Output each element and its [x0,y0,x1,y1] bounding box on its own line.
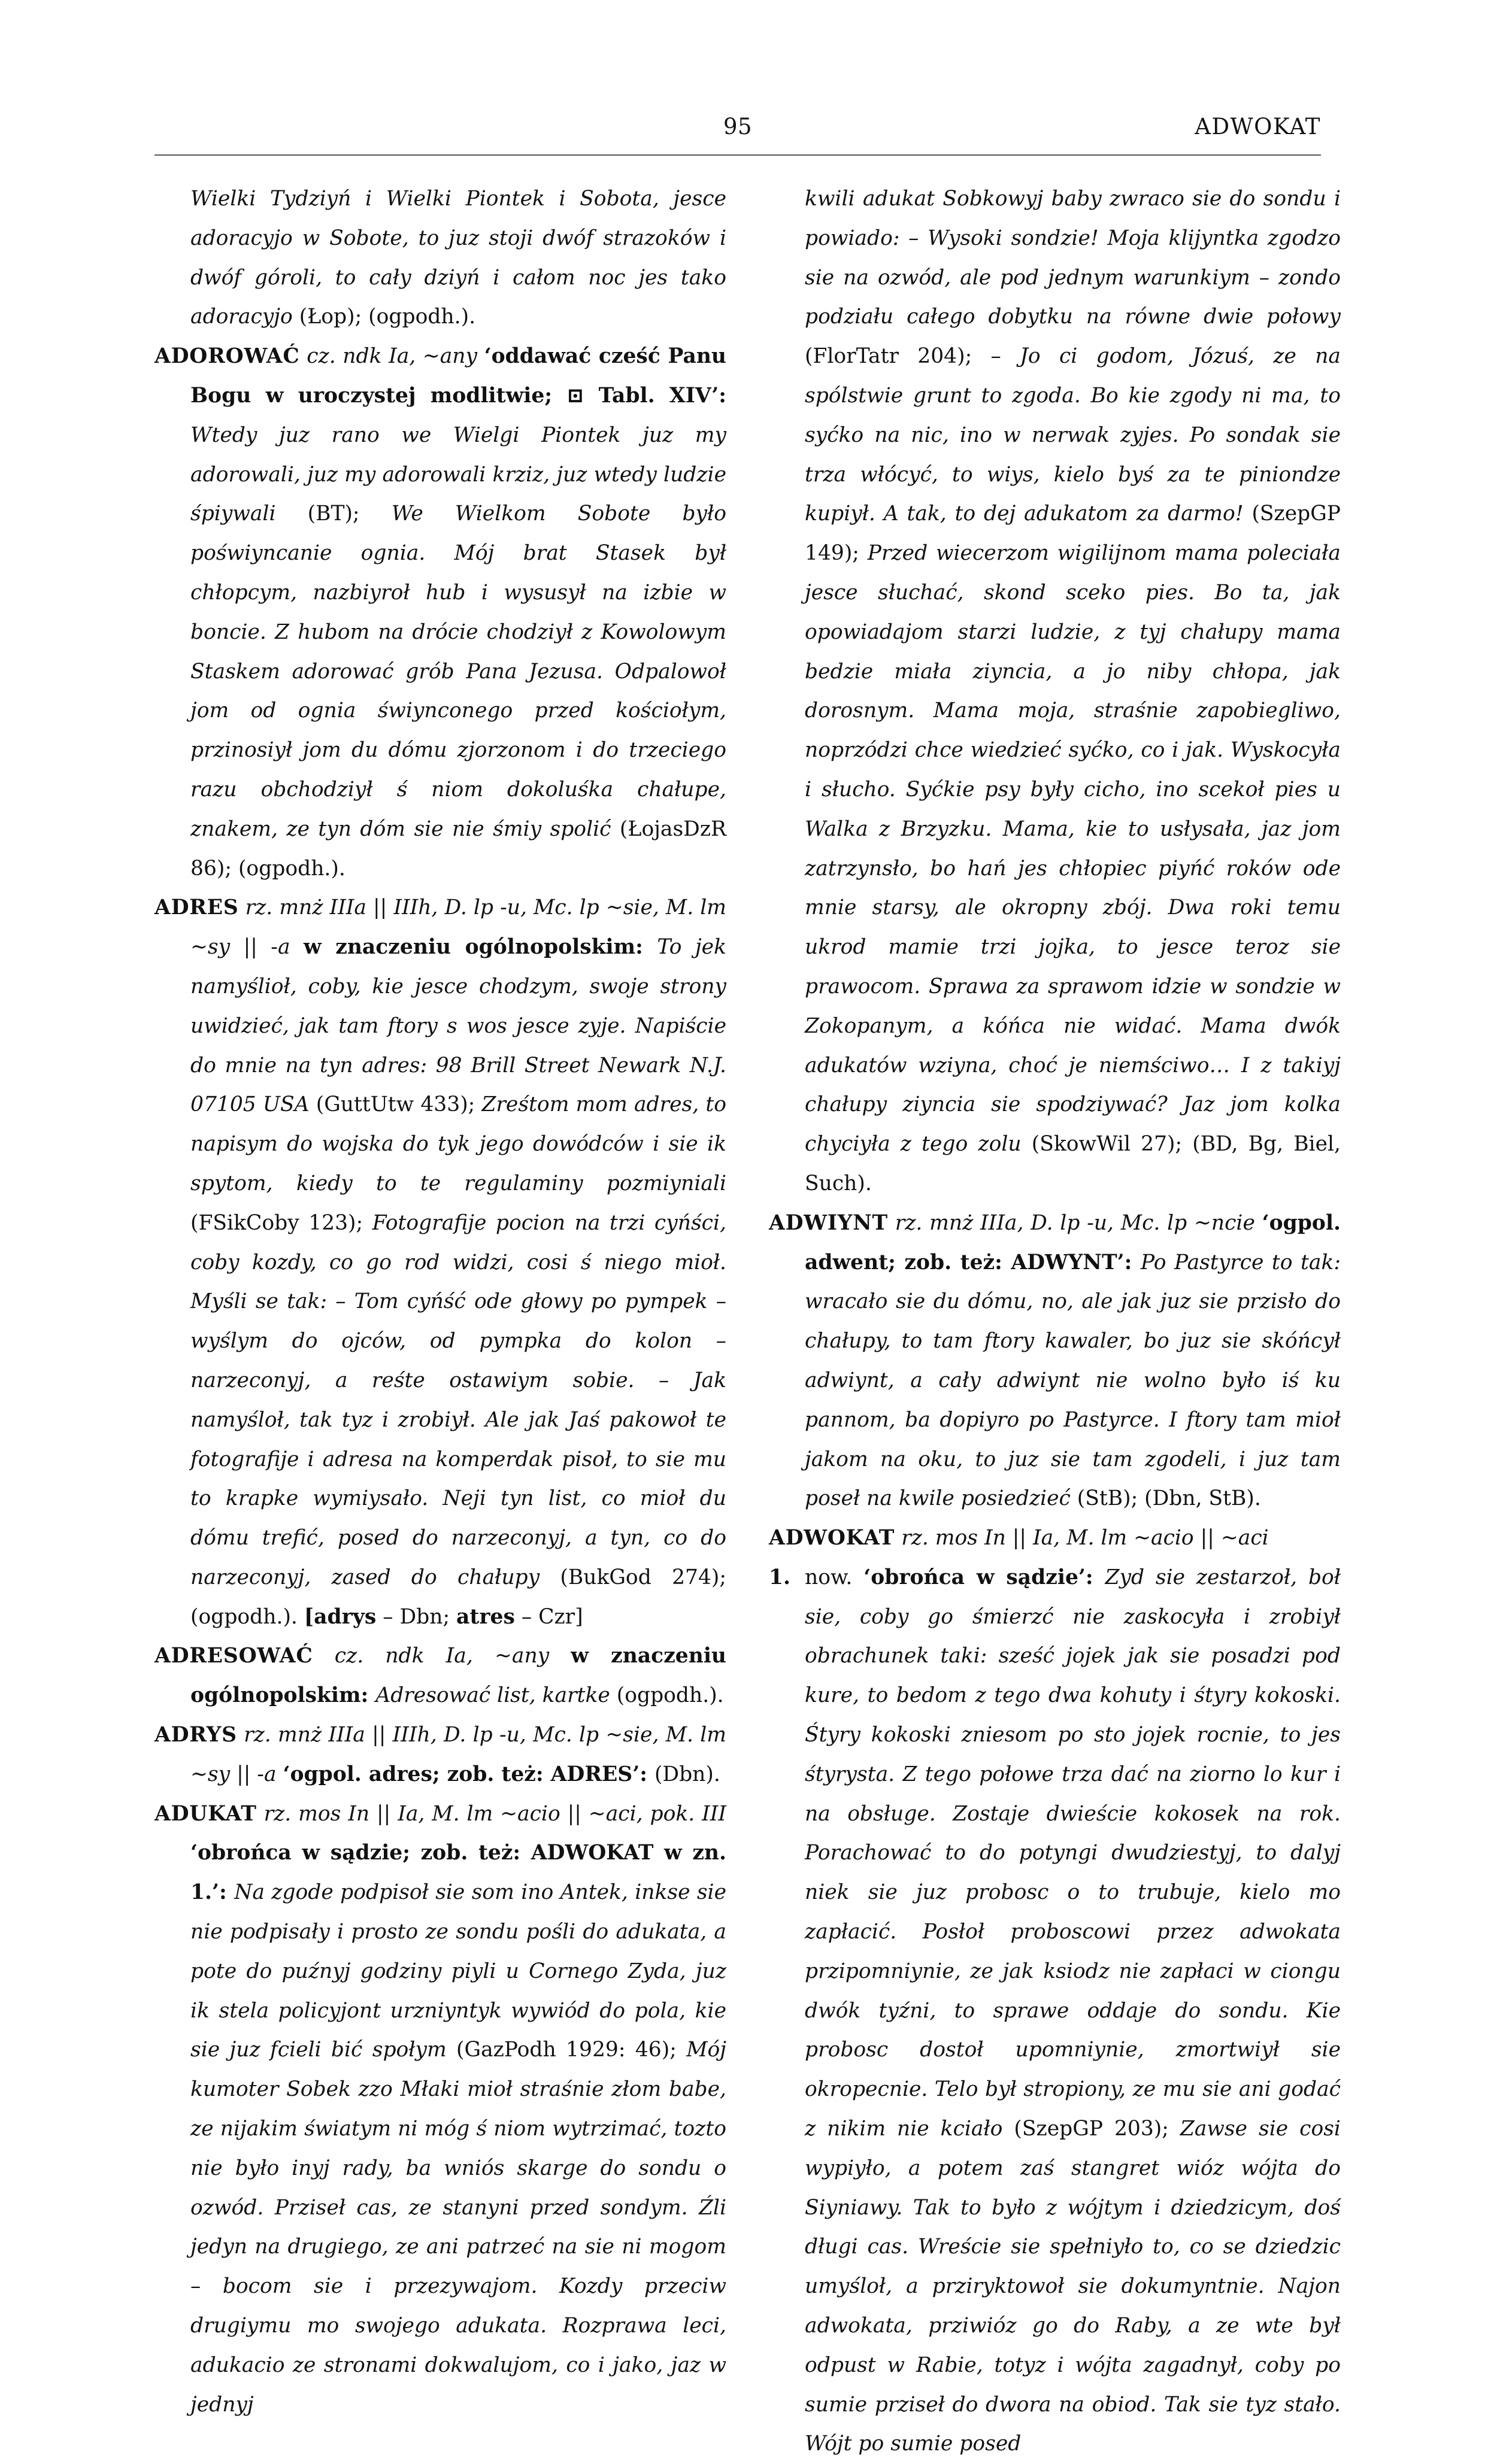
source-citation: (StB); (Dbn, StB). [1070,1486,1261,1511]
sense-label: now. [805,1565,864,1589]
page-number: 95 [723,114,753,139]
example-quote: Zyd sie zestarzoł, boł sie, coby go śmierzć nie zaskocyła i zrobiył obrachunek taki: sześć jojek jak sie posadzi pod kure, to bedom z tego dwa kohuty i śtyry kokoski. Śtyry kokoski zniesom po sto jojek rocnie, to jes śtyrysta. Z tego połowe trza dać na ziorno lo kur i na obsługe. Zostaje dwieście kokosek na rok. Porachować to do potyngi dwudziestyj, to dalyj niek sie juz probosc o to trubuje, kielo mo zapłacić. Posłoł proboscowi przez adwokata przipomniynie, ze jak ksiodz nie zapłaci w ciongu dwók tyźni, to sprawe oddaje do sondu. Kie probosc dostoł upomniynie, zmortwiył sie okropecnie. Telo był stropiony, ze mu sie ani godać z nikim nie kciało [805,1565,1341,2141]
entry-headword: ADUKAT [154,1801,257,1826]
entry-headword: ADWIYNT [769,1210,889,1235]
variant-form: [ [304,1604,314,1629]
example-quote: Wtedy juz rano we Wielgi Piontek juz my adorowali, juz my adorowali krziz, juz wtedy ludzie śpiywali [190,423,726,526]
source-citation: (ogpodh.). [610,1683,724,1708]
source-citation: – Dbn; [376,1604,457,1629]
entry-definition: w znaczeniu ogólnopolskim: [190,1644,727,1708]
sense-number: 1. [769,1565,791,1589]
entry-headword: ADRES [154,896,239,920]
left-column [154,180,726,2424]
entry-headword: ADRESOWAĆ [154,1644,313,1668]
entry-definition: ‘ogpol. adres; zob. też: ADRES’: [283,1762,654,1786]
right-column [769,180,1341,2464]
source-citation: (SkowWil 27); (BD, Bg, Biel, Such). [805,1132,1341,1195]
source-citation: (Łop); (ogpodh.). [292,305,476,329]
entry-headword: ADWOKAT [769,1526,895,1550]
entry-definition: ‘ogpol. adwent; zob. też: ADWYNT’: [805,1210,1341,1275]
source-citation: (BT); [275,502,392,526]
entry-grammar: cz. ndk Ia, ~any [307,344,484,369]
example-quote: Wielki Tydziyń i Wielki Piontek i Sobota, jesce adoracyjo w Sobote, to juz stoji dwóf strazoków i dwóf góroli, to cały dziyń i całom noc jes tako adoracyjo [190,187,726,329]
entry-grammar: rz. mnż IIIa, D. lp -u, Mc. lp ~ncie [895,1210,1262,1235]
example-quote: To jek namyślioł, coby, kie jesce chodzym, swoje strony uwidzieć, jak tam ftory s wos jesce zyje. Napiście do mnie na tyn adres: 98 Brill Street Newark N.J. 07105 USA [190,935,726,1117]
example-quote: We Wielkom Sobote było poświyncanie ognia. Mój brat Stasek był chłopcym, nazbiyroł hub i wysusył na izbie w boncie. Z hubom na drócie chodziył z Kowolowym Staskem adorować grób Pana Jezusa. Odpalowoł jom od ognia świynconego przed kościołym, przinosiył jom du dómu zjorzonom i do trzeciego razu obchodziył ś niom dokoluśka chałupe, znakem, ze tyn dóm sie nie śmiy spolić [190,502,726,841]
source-citation: (Dbn). [654,1762,720,1786]
source-citation: (ŁojasDzR 86); (ogpodh.). [190,817,726,881]
example-quote: Fotografije pocion na trzi cyńści, coby kozdy, co go rod widzi, cosi ś niego mioł. Myśli se tak: – Tom cyńść ode głowy po pympek – wyślym do ojców, od pympka do kolon – narzeconyj, a reśte ostawiym sobie. – Jak namyśloł, tak tyz i zrobiył. Ale jak Jaś pakowoł te fotografije i adresa na komperdak pisoł, to sie mu to krapke wymiysało. Neji tyn list, co mioł du dómu trefić, posed do narzeconyj, a tyn, co do narzeconyj, zased do chałupy [190,1210,726,1589]
example-quote: Na zgode podpisoł sie som ino Antek, inkse sie nie podpisały i prosto ze sondu pośli do adukata, a pote do puźnyj godziny piyli u Cornego Zyda, juz ik stela policyjont urzniyntyk wywiód do pola, kie sie juz fcieli bić społym [190,1880,726,2062]
dictionary-entry [154,888,726,1637]
dictionary-entry [154,1795,726,2425]
entry-headword: ADRYS [154,1723,237,1747]
entry-grammar: rz. mnż IIIa || IIIh, D. lp -u, Mc. lp ~sie, M. lm ~sy || -a [190,896,726,960]
source-citation: (SzepGP 149); [805,502,1341,566]
entry-grammar: rz. mnż IIIa || IIIh, D. lp -u, Mc. lp ~sie, M. lm ~sy || -a [190,1723,727,1786]
continued-entry [154,180,726,337]
source-citation: – Czr] [514,1604,583,1629]
source-citation: (FlorTatr 204); – [805,344,1020,369]
running-head: ADWOKAT [1195,114,1321,139]
sense-definition: ‘obrońca w sądzie’: [863,1565,1105,1589]
entry-grammar: cz. ndk Ia, ~any [334,1644,571,1668]
source-citation: (GazPodh 1929: 46); [446,2038,687,2062]
page-header [154,107,1321,156]
entry-grammar: rz. mos In || Ia, M. lm ~acio || ~aci, pok. III [263,1801,727,1826]
entry-grammar: rz. mos In || Ia, M. lm ~acio || ~aci [901,1526,1269,1550]
entry-definition: w znaczeniu ogólnopolskim: [304,935,657,960]
dictionary-entry [154,337,726,888]
example-quote: Jo ci godom, Józuś, ze na spólstwie grunt to zgoda. Bo kie zgody ni ma, to syćko na nic, ino w nerwak zyjes. Po sondak sie trza włócyć, to wiys, kielo byś za te piniondze kupiył. A tak, to dej adukatom za darmo! [805,344,1341,526]
entry-definition: ‘oddawać cześć Panu Bogu w uroczystej modlitwie; ⊡ Tabl. XIV’: [190,344,727,408]
dictionary-entry [769,1204,1341,1519]
example-quote: Adresować list, kartke [375,1683,610,1708]
variant-form: adrys [314,1604,377,1629]
dictionary-entry [154,1637,726,1716]
example-quote: Zawse sie cosi wypiyło, a potem zaś stangret wióz wójta do Siyniawy. Tak to było z wójtym i dziedzicym, doś długi cas. Wreście sie spełniyło to, co se dziedzic umyśloł, a prziryktowoł sie dokumyntnie. Najon adwokata, prziwióz go do Raby, a ze wte był odpust w Rabie, totyz i wójta zagadnył, coby po sumie przisеł do dwora na obiod. Tak sie tyz stało. Wójt po sumie posed [805,2117,1341,2456]
variant-form: atres [456,1604,515,1629]
continued-entry [769,180,1341,1204]
entry-definition: ‘obrońca w sądzie; zob. też: ADWOKAT w zn. 1.’: [190,1841,726,1905]
example-quote: kwili adukat Sobkowyj baby zwraco sie do sondu i powiado: – Wysoki sondzie! Moja klijyntka zgodzo sie na ozwód, ale pod jednym warunkiym – zondo podziału całego dobytku na równe dwie połowy [805,187,1341,329]
example-quote: Mój kumoter Sobek zzo Młaki mioł straśnie złom babe, ze nijakim światym ni móg ś niom wytrzimać, tozto nie było inyj rady, ba wniós skarge do sondu o ozwód. Przisеł cas, ze stanyni przed sondym. Źli jedyn na drugiego, ze ani patrzeć na sie ni mogom – bocom sie i przezywajom. Kozdy przeciw drugiymu mo swojego adukata. Rozprawa leci, adukacio ze stronami dokwalujom, co i jako, jaz w jednyj [190,2038,726,2417]
sense-1 [769,1558,1341,2464]
source-citation: (FSikCoby 123); [190,1210,372,1235]
source-citation: (SzepGP 203); [1002,2117,1180,2141]
example-quote: Zreśtom mom adres, to napisym do wojska do tyk jego dowódców i sie ik spytom, kiedy to te regulaminy pozmiyniali [190,1093,727,1195]
dictionary-entry [154,1716,726,1795]
example-quote: Przed wiecerzom wigilijnom mama poleciała jesce słuchać, skond sceko pies. Bo ta, jak opowiadajom starzi ludzie, z tyj chałupy mama bedzie miała ziyncia, a jo niby chłopa, jak dorosnym. Mama moja, straśnie zapobiegliwo, noprzódzi chce wiedzieć syćko, co i jak. Wyskocyła i słucho. Syćkie psy były cicho, ino scekoł pies u Walka z Brzyzku. Mama, kie to usłysała, jaz jom zatrzynsło, bo hań jes chłopiec piyńć roków ode mnie starsy, ale okropny zbój. Dwa roki temu ukrod mamie trzi jojka, to jesce teroz sie prawocom. Sprawa za sprawom idzie w sondzie w Zokopanym, a kóńca nie widać. Mama dwók adukatów wziyna, choć je niemściwo… I z takiyj chałupy ziyncia sie spodziywać? Jaz jom kolka chyciyła z tego zolu [805,541,1341,1157]
entry-headword: ADOROWAĆ [154,344,300,369]
source-citation: (GuttUtw 433); [309,1093,482,1117]
dictionary-entry [769,1519,1341,1558]
source-citation: (BukGod 274); (ogpodh.). [190,1565,726,1629]
example-quote: Po Pastyrce to tak: wracało sie du dómu, no, ale jak juz sie przisło do chałupy, to tam ftory kawaler, bo juz sie skóńcył adwiynt, a cały adwiynt nie wolno było iś ku pannom, ba dopiyro po Pastyrce. I ftory tam mioł jakom na oku, to juz sie tam zgodeli, i juz tam poseł na kwile posiedzieć [805,1250,1341,1511]
